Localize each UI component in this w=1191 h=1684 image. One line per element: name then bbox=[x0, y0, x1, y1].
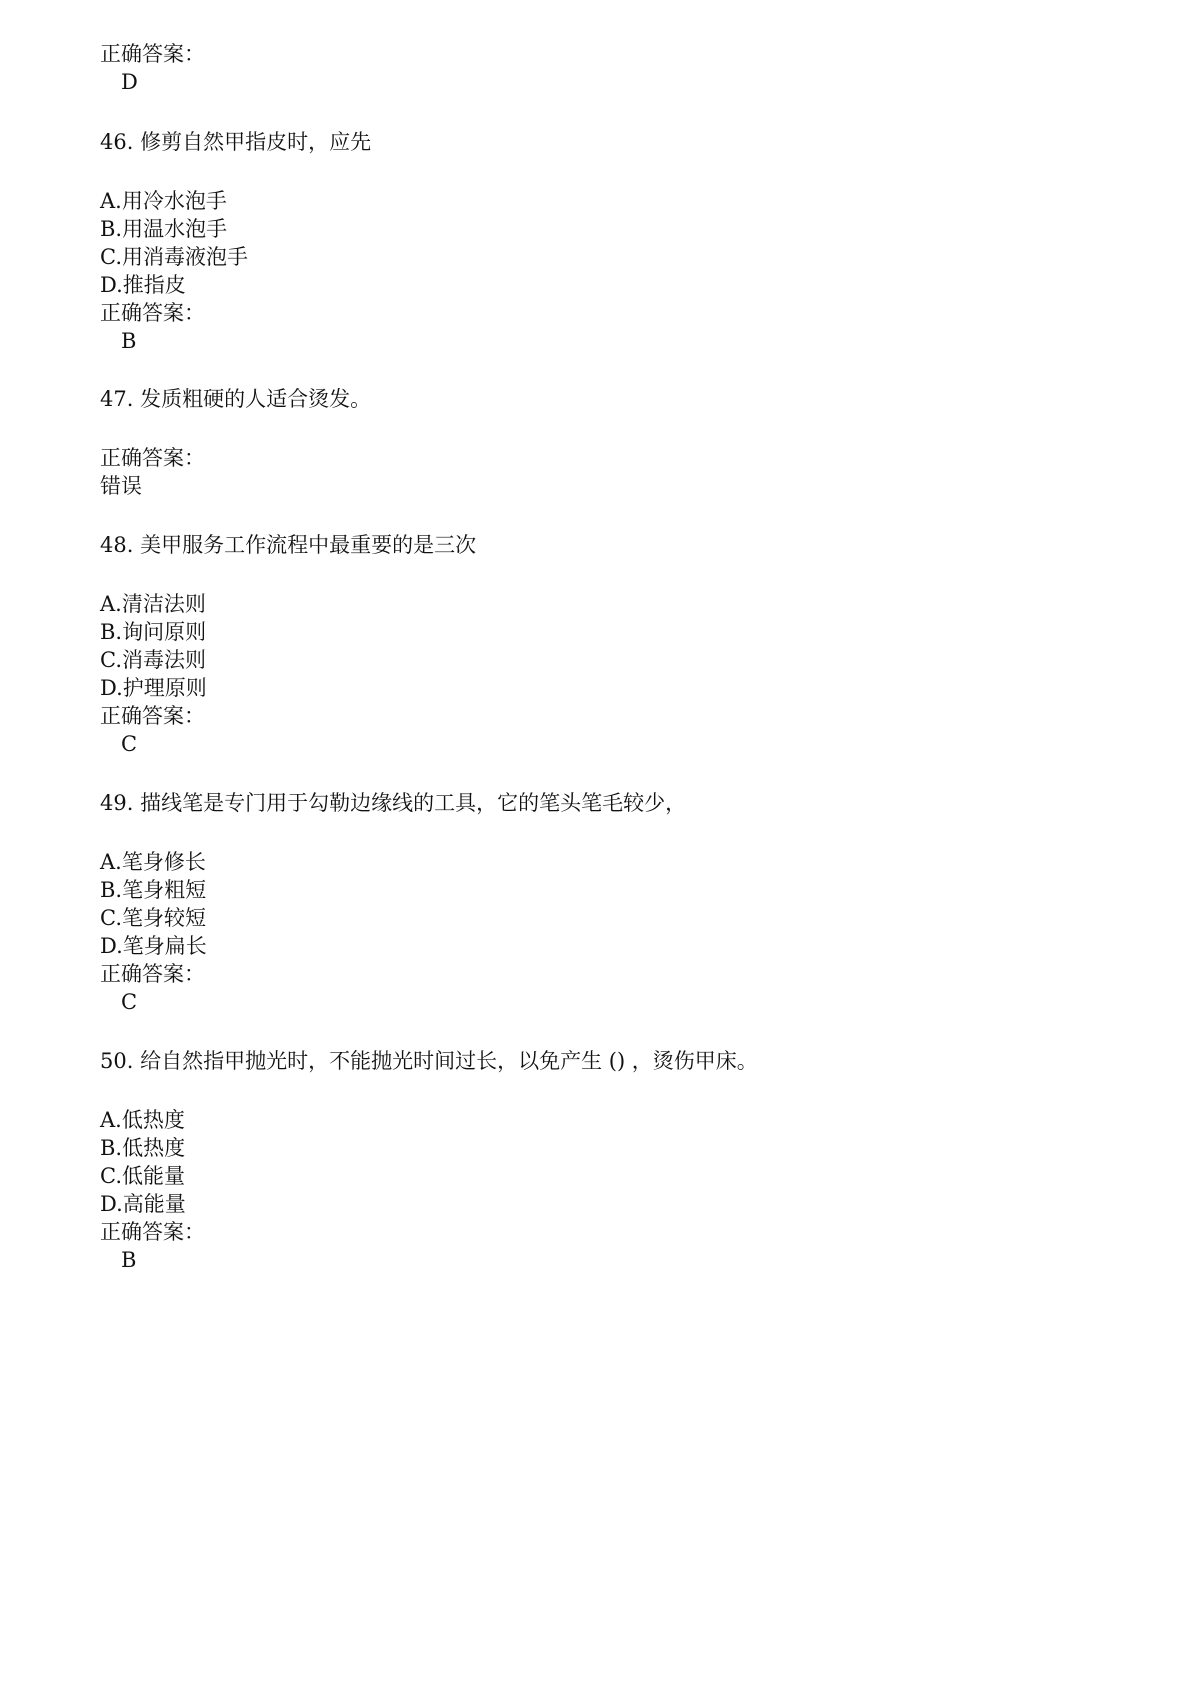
answer-value: B bbox=[121, 1248, 137, 1272]
question-stem: 46. 修剪自然甲指皮时，应先 bbox=[100, 130, 372, 154]
answer-value: D bbox=[121, 70, 138, 94]
question-stem: 48. 美甲服务工作流程中最重要的是三次 bbox=[100, 533, 477, 557]
option: B.笔身粗短 bbox=[100, 878, 207, 902]
option: A.低热度 bbox=[100, 1108, 185, 1132]
option: C.用消毒液泡手 bbox=[100, 245, 248, 269]
option: D.护理原则 bbox=[100, 676, 207, 700]
option: C.消毒法则 bbox=[100, 648, 206, 672]
option: D.笔身扁长 bbox=[100, 934, 207, 958]
question-stem: 47. 发质粗硬的人适合烫发。 bbox=[100, 387, 372, 411]
answer-label: 正确答案： bbox=[100, 42, 205, 66]
answer-label: 正确答案： bbox=[100, 301, 205, 325]
option: B.用温水泡手 bbox=[100, 217, 228, 241]
option: C.笔身较短 bbox=[100, 906, 206, 930]
option: B.低热度 bbox=[100, 1136, 186, 1160]
answer-value: 错误 bbox=[100, 474, 142, 498]
option: D.高能量 bbox=[100, 1192, 186, 1216]
question-stem: 49. 描线笔是专门用于勾勒边缘线的工具，它的笔头笔毛较少， bbox=[100, 791, 687, 815]
option: A.清洁法则 bbox=[100, 592, 206, 616]
option: A.用冷水泡手 bbox=[100, 189, 227, 213]
option: B.询问原则 bbox=[100, 620, 207, 644]
option: C.低能量 bbox=[100, 1164, 185, 1188]
answer-label: 正确答案： bbox=[100, 446, 205, 470]
answer-label: 正确答案： bbox=[100, 962, 205, 986]
answer-label: 正确答案： bbox=[100, 704, 205, 728]
option: A.笔身修长 bbox=[100, 850, 206, 874]
answer-value: B bbox=[121, 329, 137, 353]
question-stem: 50. 给自然指甲抛光时，不能抛光时间过长，以免产生 () ，烫伤甲床。 bbox=[100, 1049, 758, 1073]
answer-value: C bbox=[121, 990, 138, 1014]
option: D.推指皮 bbox=[100, 273, 186, 297]
answer-value: C bbox=[121, 732, 138, 756]
answer-label: 正确答案： bbox=[100, 1220, 205, 1244]
